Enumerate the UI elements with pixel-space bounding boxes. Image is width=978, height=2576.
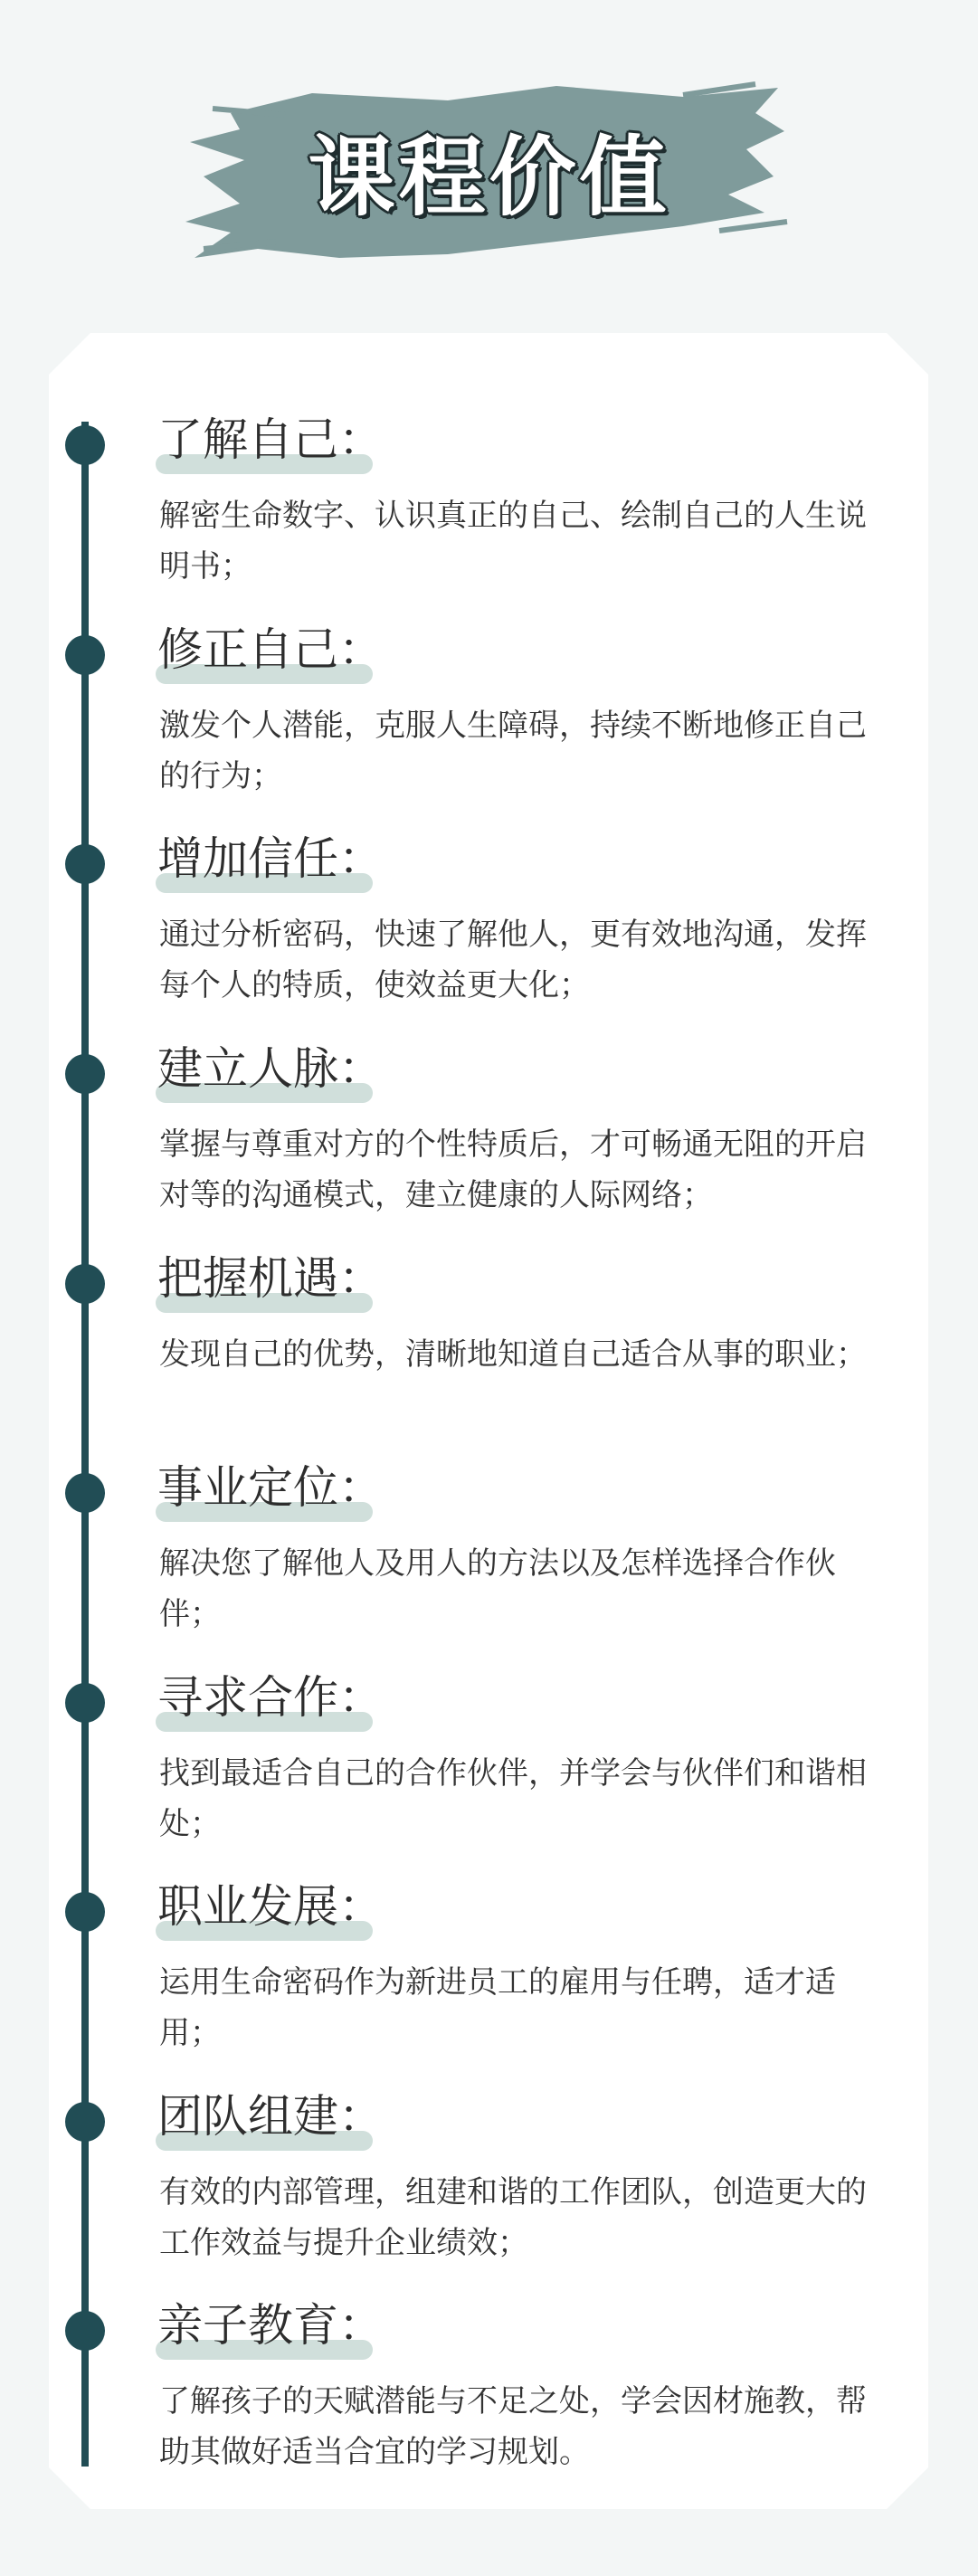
timeline-line — [81, 422, 89, 2467]
item-description: 有效的内部管理，组建和谐的工作团队，创造更大的工作效益与提升企业绩效； — [159, 2174, 867, 2261]
item-title: 修正自己： — [157, 623, 384, 676]
timeline-dot — [65, 425, 105, 465]
item-title: 亲子教育： — [157, 2299, 384, 2352]
timeline-dot — [65, 1264, 105, 1304]
timeline-dot — [65, 2102, 105, 2142]
item-description: 通过分析密码，快速了解他人，更有效地沟通，发挥每个人的特质，使效益更大化； — [159, 917, 867, 1003]
item-description: 了解孩子的天赋潜能与不足之处，学会因材施教，帮助其做好适当合宜的学习规划。 — [159, 2383, 867, 2470]
header — [0, 0, 978, 299]
timeline-dot — [65, 1473, 105, 1513]
item-title: 了解自己： — [157, 413, 384, 466]
timeline-dot — [65, 2311, 105, 2351]
timeline-dot — [65, 635, 105, 675]
timeline-dot — [65, 1683, 105, 1723]
item-description: 掌握与尊重对方的个性特质后，才可畅通无阻的开启对等的沟通模式，建立健康的人际网络； — [159, 1126, 867, 1213]
item-title: 建立人脉： — [157, 1042, 384, 1095]
item-title: 把握机遇： — [157, 1252, 384, 1305]
timeline-dot — [65, 844, 105, 884]
item-description: 找到最适合自己的合作伙伴，并学会与伙伴们和谐相处； — [159, 1755, 867, 1842]
item-description: 运用生命密码作为新进员工的雇用与任聘，适才适用； — [159, 1964, 836, 2051]
item-description: 激发个人潜能，克服人生障碍，持续不断地修正自己的行为； — [159, 708, 867, 794]
timeline-dot — [65, 1892, 105, 1932]
item-title: 寻求合作： — [157, 1671, 384, 1724]
timeline-dot — [65, 1054, 105, 1094]
page-title: 课程价值 — [308, 127, 670, 228]
item-description: 解密生命数字、认识真正的自己、绘制自己的人生说明书； — [159, 498, 867, 585]
item-title: 职业发展： — [157, 1880, 384, 1933]
item-description: 解决您了解他人及用人的方法以及怎样选择合作伙伴； — [159, 1545, 836, 1632]
item-title: 事业定位： — [157, 1461, 384, 1514]
item-title: 增加信任： — [157, 832, 384, 885]
item-description: 发现自己的优势，清晰地知道自己适合从事的职业； — [159, 1336, 867, 1373]
item-title: 团队组建： — [157, 2090, 384, 2143]
